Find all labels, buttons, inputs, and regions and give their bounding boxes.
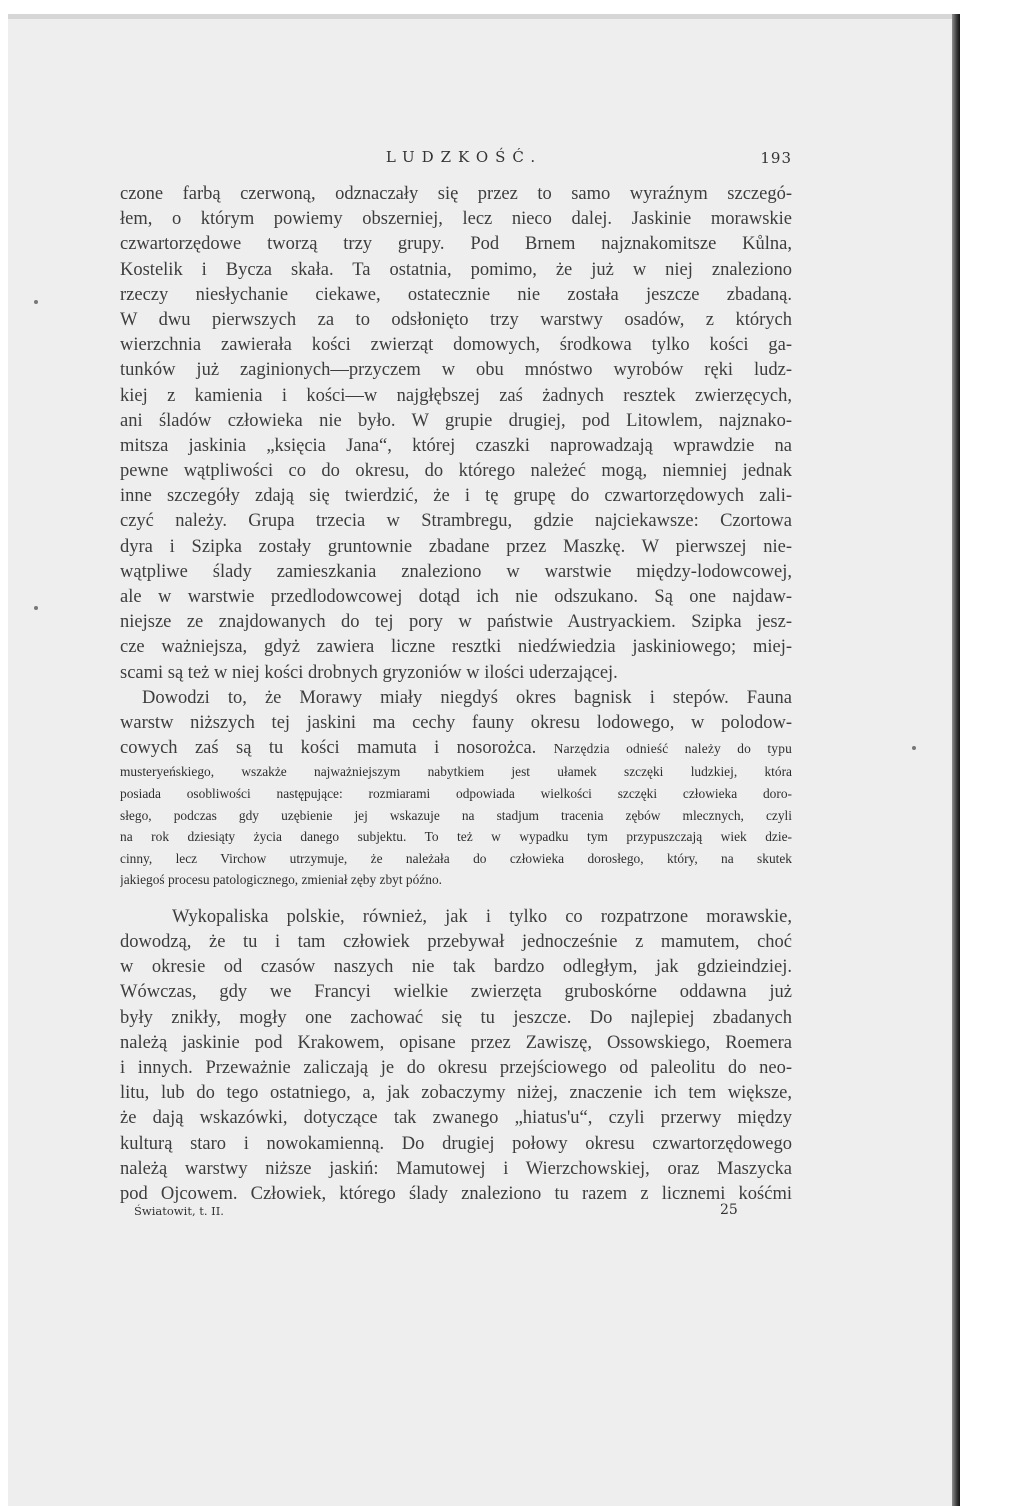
note-line: słego, podczas gdy uzębienie jej wskazuje na stadjum tracenia zębów mlecznych, czyli xyxy=(120,807,792,823)
text-line: łem, o którym powiemy obszerniej, lecz nieco dalej. Jaskinie morawskie xyxy=(120,209,792,230)
text-line: były znikły, mogły one zachować się tu jeszcze. Do najlepiej zbadanych xyxy=(120,1007,792,1028)
text-line: Dowodzi to, że Morawy miały niegdyś okres bagnisk i stepów. Fauna xyxy=(142,687,792,708)
text-line: cze ważniejsza, gdyż zawiera liczne resztki niedźwiedzia jaskiniowego; miej- xyxy=(120,637,792,658)
text-line: należą warstwy niższe jaskiń: Mamutowej i Wierzchowskiej, oraz Maszycka xyxy=(120,1158,792,1179)
text-line-with-note xyxy=(120,736,792,761)
running-title: LUDZKOŚĆ. xyxy=(385,148,543,166)
text-line: i innych. Przeważnie zaliczają je do okresu przejściowego od paleolitu do neo- xyxy=(120,1058,792,1078)
text-line: należą jaskinie pod Krakowem, opisane przez Zawiszę, Ossowskiego, Roemera xyxy=(120,1032,792,1053)
text-line: ale w warstwie przedlodowcowej dotąd ich nie odszukano. Są one najdaw- xyxy=(120,587,792,607)
margin-mark-dot xyxy=(34,606,38,610)
text-line: W dwu pierwszych za to odsłonięto trzy warstwy osadów, z których xyxy=(120,309,792,330)
page-number: 193 xyxy=(760,149,792,167)
text-line: wątpliwe ślady zamieszkania znaleziono w warstwie między-lodowcowej, xyxy=(120,561,792,582)
page-binding-shadow xyxy=(952,14,960,1506)
text-line: dyra i Szipka zostały gruntownie zbadane przez Maszkę. W pierwszej nie- xyxy=(120,536,792,557)
text-line: warstw niższych tej jaskini ma cechy fauny okresu lodowego, w polodow- xyxy=(120,712,792,733)
text-line: kulturą staro i nowokamienną. Do drugiej połowy okresu czwartorzędowego xyxy=(120,1133,792,1154)
signature-mark: Światowit, t. II. xyxy=(134,1204,224,1218)
running-head xyxy=(120,148,792,172)
text-line: scami są też w niej kości drobnych gryzoniów w ilości uderzającej. xyxy=(120,662,618,683)
page-footer xyxy=(120,1204,792,1224)
body-text xyxy=(120,182,792,1207)
page-top-edge xyxy=(8,14,952,19)
paragraph-gap xyxy=(120,891,792,905)
text-fragment: cowych zaś są tu kości mamuta i nosorożca. xyxy=(120,738,537,759)
text-line: pod Ojcowem. Człowiek, którego ślady znaleziono tu razem z licznemi kośćmi xyxy=(120,1183,792,1204)
text-line: Kostelik i Bycza skała. Ta ostatnia, pomimo, że już w niej znaleziono xyxy=(120,259,792,280)
sheet-number: 25 xyxy=(720,1202,738,1218)
text-line: że dają wskazówki, dotyczące tak zwanego „hiatus'u“, czyli przerwy między xyxy=(120,1108,792,1129)
text-line: Wykopaliska polskie, również, jak i tylko co rozpatrzone morawskie, xyxy=(172,906,792,927)
margin-mark-dot xyxy=(912,746,916,750)
text-line: Wówczas, gdy we Francyi wielkie zwierzęta gruboskórne oddawna już xyxy=(120,982,792,1003)
note-line: na rok dziesiąty życia danego subjektu. To też w wypadku tym przypuszczają wiek dzie- xyxy=(120,829,792,845)
text-line: tunków już zaginionych—przyczem w obu mnóstwo wyrobów ręki ludz- xyxy=(120,360,792,381)
text-line: inne szczegóły zdają się twierdzić, że i tę grupę do czwartorzędowych zali- xyxy=(120,486,792,507)
text-line: niejsze ze znajdowanych do tej pory w państwie Austryackiem. Szipka jesz- xyxy=(120,612,792,633)
note-line: posiada osobliwości następujące: rozmiarami odpowiada wielkości szczęki człowieka doro- xyxy=(120,785,792,801)
text-line: czone farbą czerwoną, odznaczały się przez to samo wyraźnym szczegó- xyxy=(120,184,792,204)
note-line: jakiegoś procesu patologicznego, zmieniał zęby zbyt późno. xyxy=(120,872,443,888)
note-line: cinny, lecz Virchow utrzymuje, że należała do człowieka dorosłego, który, na skutek xyxy=(120,850,792,866)
margin-mark-dot xyxy=(34,300,38,304)
text-line: dowodzą, że tu i tam człowiek przebywał jednocześnie z mamutem, choć xyxy=(120,932,792,953)
text-line: w okresie od czasów naszych nie tak bardzo odległym, jak gdzieindziej. xyxy=(120,957,792,978)
text-line: kiej z kamienia i kości—w najgłębszej zaś żadnych resztek zwierzęcych, xyxy=(120,385,792,406)
text-line: litu, lub do tego ostatniego, a, jak zobaczymy niżej, znaczenie ich tem większe, xyxy=(120,1083,792,1104)
text-line: pewne wątpliwości co do okresu, do którego należeć mogą, niemniej jednak xyxy=(120,461,792,482)
text-line: czwartorzędowe tworzą trzy grupy. Pod Brnem najznakomitsze Kůlna, xyxy=(120,234,792,255)
text-line: czyć należy. Grupa trzecia w Strambregu, gdzie najciekawsze: Czortowa xyxy=(120,511,792,532)
text-line: wierzchnia zawierała kości zwierząt domowych, środkowa tylko kości ga- xyxy=(120,335,792,356)
text-line: rzeczy niesłychanie ciekawe, ostatecznie nie została jeszcze zbadaną. xyxy=(120,284,792,305)
text-line: ani śladów człowieka nie było. W grupie drugiej, pod Litowlem, najznako- xyxy=(120,410,792,431)
text-line: mitsza jaskinia „księcia Jana“, której czaszki naprowadzają wprawdzie na xyxy=(120,435,792,456)
note-line: musteryeńskiego, wszakże najważniejszym nabytkiem jest ułamek szczęki ludzkiej, która xyxy=(120,764,792,780)
note-fragment: Narzędzia odnieść należy do typu xyxy=(553,741,792,757)
